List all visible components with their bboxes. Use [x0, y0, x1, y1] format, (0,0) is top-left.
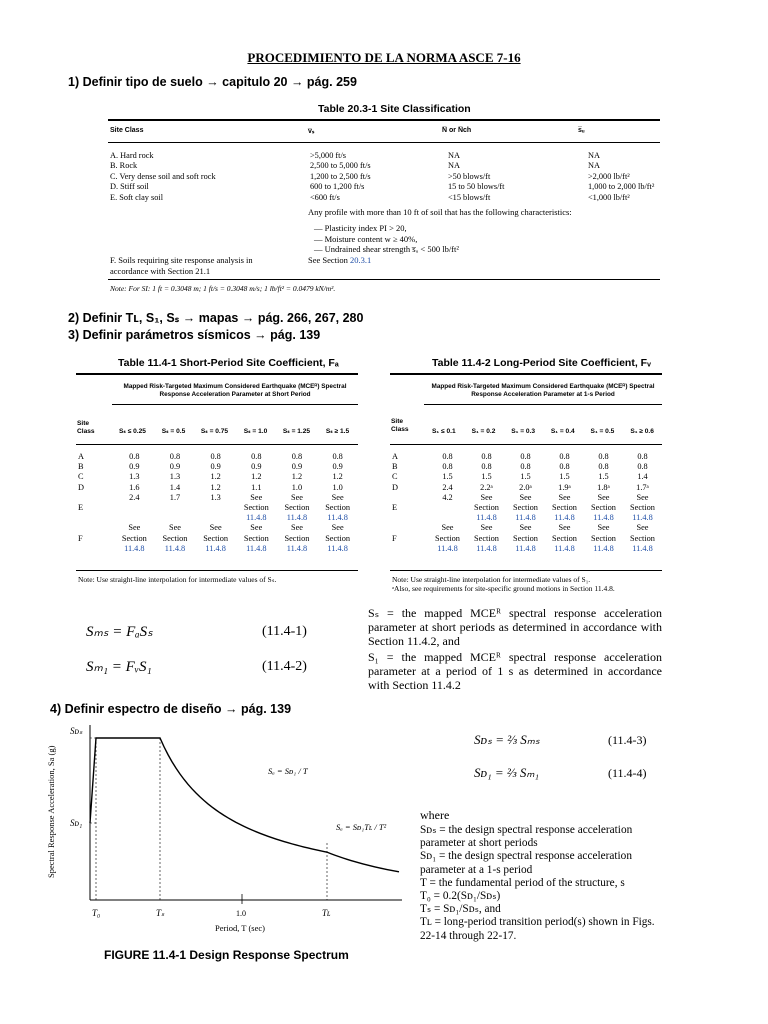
coef-cell: See Section 11.4.8: [584, 523, 623, 554]
fa-note: Note: Use straight-line interpolation for intermediate values of Sₛ.: [78, 575, 277, 584]
fv-table: [424, 424, 662, 440]
eq-sd1: Sᴅ₁ = ⅔ Sₘ₁: [474, 765, 540, 780]
section-link[interactable]: 11.4.8: [164, 543, 186, 553]
coef-cell: See Section 11.4.8: [155, 523, 196, 554]
site-col-header-class: Site Class: [110, 127, 144, 134]
section-link[interactable]: 11.4.8: [437, 543, 458, 553]
coef-cell: 0.8: [520, 452, 531, 461]
coef-cell: 1.0: [332, 482, 343, 492]
def-tl: Tʟ = long-period transition period(s) shown in Figs. 22-14 through 22-17.: [420, 916, 655, 942]
coef-cell: 0.9: [291, 462, 303, 472]
section-link[interactable]: 11.4.8: [554, 513, 575, 523]
site-row-f-see: See Section 20.3.1: [308, 255, 372, 265]
site-class-cell: A: [78, 452, 84, 461]
fv-table-body: [390, 452, 662, 554]
eq-sm1: Sₘ₁ = FᵥS₁: [86, 659, 152, 675]
table-row: B. Rock 2,500 to 5,000 ft/s NA NA: [110, 161, 600, 171]
coef-cell: 0.8: [559, 462, 570, 472]
coef-cell: 1.5: [598, 472, 609, 482]
fv-site-class-label: Site Class: [391, 418, 409, 433]
section-link[interactable]: 11.4.8: [286, 543, 308, 553]
coef-cell: See Section 11.4.8: [114, 523, 155, 554]
coef-cell: 0.8: [481, 462, 492, 472]
section-link[interactable]: 11.4.8: [327, 543, 348, 553]
column-header: Sₛ = 0.5: [161, 428, 186, 435]
site-class-cell: B: [78, 462, 84, 472]
fv-note2: ᵃAlso, see requirements for site-specific ground motions in Section 11.4.8.: [392, 584, 615, 593]
coef-cell: 1.2: [210, 482, 221, 492]
site-table-note: Note: For SI: 1 ft = 0.3048 m; 1 ft/s = 0.3048 m/s; 1 lb/ft² = 0.0479 kN/m².: [110, 284, 336, 293]
coef-cell: 1.8ᵃ: [597, 482, 610, 492]
column-header: Sₛ ≤ 0.25: [119, 428, 146, 435]
coef-cell: 1.5: [442, 472, 453, 482]
coef-cell: See Section 11.4.8: [317, 493, 358, 524]
eq-sds-number: (11.4-3): [608, 733, 647, 747]
coef-cell: See Section 11.4.8: [467, 523, 506, 554]
where-label: where: [420, 808, 450, 822]
y-tick-sd1: Sᴅ₁: [70, 818, 83, 828]
table-row: E. Soft clay soil <600 ft/s <15 blows/ft <1,000 lb/ft²: [110, 192, 630, 202]
section-link[interactable]: 11.4.8: [593, 543, 614, 553]
coef-cell: 0.8: [332, 452, 343, 461]
coef-cell: See Section 11.4.8: [277, 523, 318, 554]
table-row: [76, 472, 358, 482]
eq-sms: Sₘₛ = FₐSₛ: [86, 624, 153, 640]
coef-cell: 0.9: [129, 462, 140, 472]
site-class-cell: E: [392, 503, 398, 513]
coef-cell: 4.2: [442, 492, 453, 502]
column-header: Sₛ = 0.75: [200, 428, 229, 435]
section-link[interactable]: 11.4.8: [246, 543, 267, 553]
coef-cell: 0.8: [637, 462, 648, 472]
site-col-header-vs: v̅ₛ: [308, 128, 315, 135]
x-tick-t0: T₀: [92, 908, 101, 918]
coef-cell: See Section 11.4.8: [467, 493, 506, 524]
coef-cell: 0.8: [598, 452, 609, 461]
def-ts: Tₛ = Sᴅ₁/Sᴅₛ, and: [420, 903, 501, 916]
coef-cell: 1.1: [251, 482, 262, 492]
step-1: 1) Definir tipo de suelo → capitulo 20 → pág. 259: [68, 75, 357, 89]
curve1-label: Sₐ = Sᴅ₁ / T: [268, 766, 308, 776]
section-link[interactable]: 11.4.8: [124, 543, 145, 553]
eq-sds: Sᴅₛ = ⅔ Sₘₛ: [474, 732, 540, 747]
column-header: S₁ = 0.4: [550, 428, 575, 435]
def-sd1: Sᴅ₁ = the design spectral response acceleration parameter at a 1-s period: [420, 850, 632, 876]
coef-cell: 0.9: [210, 462, 221, 472]
coef-cell: 0.8: [210, 452, 221, 461]
site-class-cell: C: [78, 472, 84, 482]
section-link[interactable]: 11.4.8: [632, 513, 653, 523]
coef-cell: 2.4: [129, 492, 140, 502]
coef-cell: See Section 11.4.8: [545, 523, 584, 554]
coef-cell: 2.0ᵃ: [519, 482, 532, 492]
ss-definition: Sₛ = the mapped MCEᴿ spectral response acceleration parameter at short periods as determined in accordance with Section 11.4.2, and: [368, 606, 662, 648]
table-row: [76, 483, 358, 493]
table-row: [390, 452, 662, 462]
fa-table-caption: Table 11.4-1 Short-Period Site Coefficient, Fₐ: [118, 357, 339, 369]
section-link[interactable]: 11.4.8: [515, 513, 536, 523]
coef-cell: See Section 11.4.8: [317, 523, 358, 554]
step-4: 4) Definir espectro de diseño → pág. 139: [50, 702, 292, 716]
coef-cell: See Section 11.4.8: [506, 493, 545, 524]
site-class-cell: A: [392, 452, 398, 461]
site-class-cell: F: [78, 533, 83, 543]
section-link[interactable]: 11.4.8: [515, 543, 536, 553]
site-profile-note: Any profile with more than 10 ft of soil that has the following characteristics:: [308, 207, 572, 217]
design-spectrum-chart: [40, 718, 410, 948]
spectrum-curve: [90, 738, 399, 872]
def-sds: Sᴅₛ = the design spectral response acceleration parameter at short periods: [420, 824, 633, 850]
coef-cell: 1.2: [251, 472, 262, 482]
coef-cell: 1.2: [332, 472, 343, 482]
figure-caption: FIGURE 11.4-1 Design Response Spectrum: [104, 948, 349, 962]
site-row-f: F. Soils requiring site response analysis in accordance with Section 21.1: [110, 255, 253, 276]
x-tick-ts: Tₛ: [156, 908, 165, 918]
coef-cell: 1.3: [129, 472, 140, 482]
site-characteristics: — Plasticity index PI > 20, — Moisture content w ≥ 40%, — Undrained shear strength s̅ᵤ < 500 lb/ft²: [314, 223, 459, 254]
table-row: [76, 493, 358, 524]
column-header: Sₛ = 1.0: [243, 428, 268, 435]
fv-head-row: [424, 424, 662, 440]
coef-cell: See Section 11.4.8: [236, 523, 277, 554]
coef-cell: 1.7ᵃ: [636, 482, 649, 492]
table-row: [76, 523, 358, 554]
section-link[interactable]: 20.3.1: [350, 255, 372, 265]
coef-cell: 0.8: [291, 452, 303, 461]
eq-sms-number: (11.4-1): [262, 624, 307, 639]
coef-cell: See Section 11.4.8: [428, 523, 467, 554]
coef-cell: 0.8: [129, 452, 140, 461]
section-link[interactable]: 11.4.8: [205, 543, 226, 553]
column-header: S₁ ≤ 0.1: [432, 428, 456, 435]
coef-cell: 1.3: [169, 472, 181, 482]
column-header: S₁ = 0.2: [471, 428, 496, 435]
site-table-body: [108, 151, 660, 203]
eq-sm1-number: (11.4-2): [262, 659, 307, 674]
table-row: D. Stiff soil 600 to 1,200 ft/s 15 to 50 blows/ft 1,000 to 2,000 lb/ft²: [110, 182, 655, 192]
site-class-cell: F: [392, 533, 397, 543]
s1-definition: S₁ = the mapped MCEᴿ spectral response acceleration parameter at a period of 1 s as determined in accordance with Section 11.4.2: [368, 650, 662, 692]
table-row: [76, 462, 358, 472]
section-link[interactable]: 11.4.8: [327, 513, 348, 523]
coef-cell: 1.2: [210, 472, 221, 482]
table-row: [390, 493, 662, 524]
section-link[interactable]: 11.4.8: [476, 513, 497, 523]
fa-group-header: Mapped Risk-Targeted Maximum Considered Earthquake (MCEᴿ) Spectral Response Acceleration Parameter at Short Period: [123, 383, 347, 398]
coef-cell: 0.8: [442, 452, 453, 461]
coef-cell: 1.7: [169, 492, 181, 502]
section-link[interactable]: 11.4.8: [554, 543, 575, 553]
coef-cell: See Section 11.4.8: [195, 523, 236, 554]
coef-cell: 0.8: [169, 452, 181, 461]
coef-cell: 1.5: [481, 472, 492, 482]
coef-cell: 0.9: [251, 462, 262, 472]
curve2-label: Sₐ = Sᴅ₁Tʟ / T²: [336, 822, 387, 832]
coef-cell: See Section 11.4.8: [236, 493, 277, 524]
y-axis-label: Spectral Response Acceleration, Sa (g): [46, 745, 56, 878]
coef-cell: 0.9: [169, 462, 181, 472]
fa-table: [112, 424, 358, 440]
site-class-cell: D: [78, 482, 84, 492]
coef-cell: 0.8: [442, 462, 453, 472]
site-class-cell: C: [392, 472, 398, 482]
table-row: A. Hard rock >5,000 ft/s NA NA: [110, 151, 600, 160]
coef-cell: 1.5: [559, 472, 570, 482]
coef-cell: 1.5: [520, 472, 531, 482]
section-link[interactable]: 11.4.8: [476, 543, 497, 553]
coef-cell: 0.8: [559, 452, 570, 461]
fa-table-body: [76, 452, 358, 554]
coef-cell: 2.2ᵃ: [480, 482, 493, 492]
coef-cell: 1.4: [637, 472, 648, 482]
site-col-header-n: N̅ or N̅ch: [442, 127, 472, 134]
site-col-header-su: s̅ᵤ: [578, 127, 585, 134]
coef-cell: See Section 11.4.8: [506, 523, 545, 554]
site-class-cell: B: [392, 462, 398, 472]
column-header: Sₛ ≥ 1.5: [325, 428, 350, 435]
coef-cell: See Section 11.4.8: [545, 493, 584, 524]
table-row: [390, 462, 662, 472]
coef-cell: 0.8: [520, 462, 531, 472]
x-tick-tl: Tʟ: [322, 908, 331, 918]
y-tick-sds: Sᴅₛ: [70, 726, 83, 736]
fv-group-header: Mapped Risk-Targeted Maximum Considered Earthquake (MCEᴿ) Spectral Response Acceleration Parameter at 1-s Period: [431, 383, 655, 398]
definitions-list: [420, 824, 666, 943]
coef-cell: See Section 11.4.8: [623, 523, 662, 554]
site-class-cell: D: [392, 482, 398, 492]
x-tick-1: 1.0: [236, 909, 246, 918]
column-header: Sₛ = 1.25: [282, 428, 311, 435]
column-header: S₁ = 0.3: [511, 428, 536, 435]
table-row: C. Very dense soil and soft rock 1,200 to 2,500 ft/s >50 blows/ft >2,000 lb/ft²: [110, 171, 630, 181]
coef-cell: 1.2: [291, 472, 303, 482]
coef-cell: 1.4: [169, 482, 181, 492]
coef-cell: 1.3: [210, 492, 221, 502]
coef-cell: 0.9: [332, 462, 343, 472]
step-2: 2) Definir Tʟ, S₁, Sₛ → mapas → pág. 266, 267, 280: [68, 311, 364, 325]
eq-sd1-number: (11.4-4): [608, 766, 647, 780]
section-link[interactable]: 11.4.8: [246, 513, 267, 523]
table-row: [390, 472, 662, 482]
coef-cell: 0.8: [637, 452, 648, 461]
coef-cell: 1.9ᵃ: [558, 482, 571, 492]
fa-head-row: [112, 424, 358, 440]
coef-cell: 0.8: [598, 462, 609, 472]
fa-site-class-label: Site Class: [77, 420, 95, 435]
column-header: S₁ ≥ 0.6: [630, 428, 654, 435]
table-row: [390, 523, 662, 554]
section-link[interactable]: 11.4.8: [632, 543, 653, 553]
coef-cell: 0.8: [251, 452, 262, 461]
fv-note: Note: Use straight-line interpolation for intermediate values of S₁.: [392, 575, 591, 584]
site-table-caption: Table 20.3-1 Site Classification: [318, 103, 471, 115]
coef-cell: 1.0: [291, 482, 303, 492]
column-header: S₁ = 0.5: [590, 428, 615, 435]
coef-cell: See Section 11.4.8: [584, 493, 623, 524]
site-class-cell: E: [78, 503, 84, 513]
table-row: [76, 452, 358, 462]
fv-table-caption: Table 11.4-2 Long-Period Site Coefficient, Fᵥ: [432, 357, 651, 369]
coef-cell: 2.4: [442, 482, 453, 492]
section-link[interactable]: 11.4.8: [593, 513, 614, 523]
section-link[interactable]: 11.4.8: [286, 513, 308, 523]
coef-cell: See Section 11.4.8: [623, 493, 662, 524]
table-row: [390, 483, 662, 493]
coef-cell: 0.8: [481, 452, 492, 461]
coef-cell: 1.6: [129, 482, 140, 492]
def-t0: T₀ = 0.2(Sᴅ₁/Sᴅₛ): [420, 890, 501, 903]
def-t: T = the fundamental period of the structure, s: [420, 876, 625, 889]
x-axis-label: Period, T (sec): [215, 923, 265, 933]
coef-cell: See Section 11.4.8: [277, 493, 318, 524]
step-3: 3) Definir parámetros sísmicos → pág. 139: [68, 328, 321, 342]
page-title: PROCEDIMIENTO DE LA NORMA ASCE 7-16: [247, 50, 521, 65]
